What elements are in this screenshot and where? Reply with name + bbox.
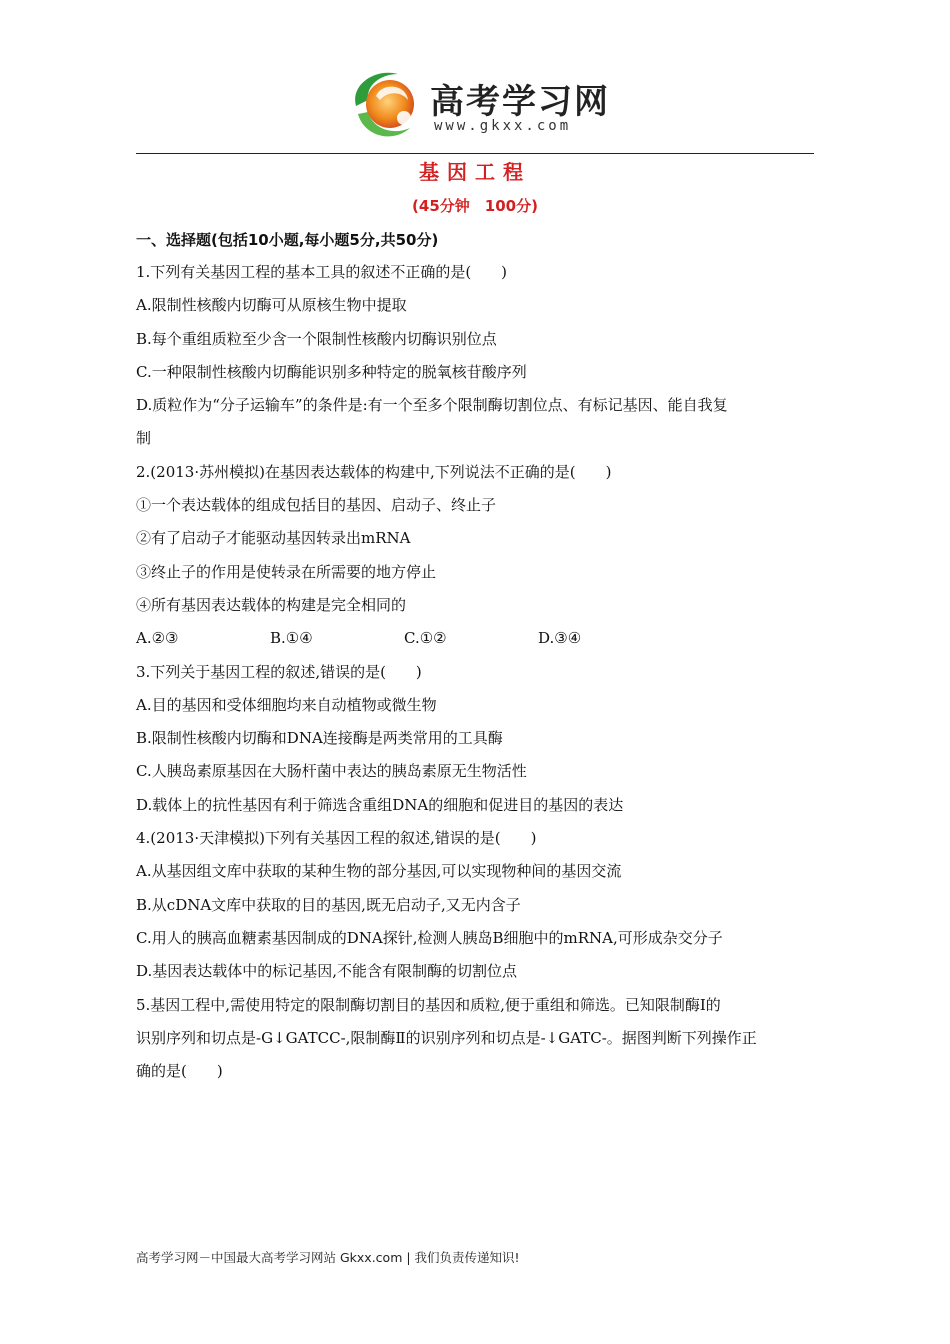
text-line: 确的是( ): [136, 1062, 223, 1081]
text-line: 2.(2013·苏州模拟)在基因表达载体的构建中,下列说法不正确的是( ): [136, 462, 612, 481]
section-heading: 一、选择题(包括10小题,每小题5分,共50分): [136, 231, 439, 249]
text-line: A.目的基因和受体细胞均来自动植物或微生物: [136, 695, 437, 714]
option-d: D.③④: [538, 629, 582, 648]
text-line: 4.(2013·天津模拟)下列有关基因工程的叙述,错误的是( ): [136, 829, 537, 848]
text-line: 1.下列有关基因工程的基本工具的叙述不正确的是( ): [136, 263, 508, 281]
text-line: 制: [136, 429, 152, 448]
logo-text: 高考学习网: [430, 82, 610, 122]
text-line: D.基因表达载体中的标记基因,不能含有限制酶的切割位点: [136, 962, 518, 981]
option-b: B.①④: [270, 629, 313, 648]
text-line: B.限制性核酸内切酶和DNA连接酶是两类常用的工具酶: [136, 729, 503, 748]
question-body: [136, 259, 818, 1091]
logo-url: www.gkxx.com: [434, 118, 572, 134]
gkxx-swirl-logo-icon: [346, 66, 430, 146]
document-subtitle: (45分钟 100分): [412, 197, 538, 215]
text-line: 5.基因工程中,需使用特定的限制酶切割目的基因和质粒,便于重组和筛选。已知限制酶Ⅰ的: [136, 995, 721, 1014]
header-divider: [136, 153, 814, 154]
text-line: B.每个重组质粒至少含一个限制性核酸内切酶识别位点: [136, 329, 497, 348]
text-line: ③终止子的作用是使转录在所需要的地方停止: [136, 562, 437, 581]
site-logo: [346, 66, 616, 146]
text-line: ④所有基因表达载体的构建是完全相同的: [136, 595, 407, 614]
text-line: D.载体上的抗性基因有利于筛选含重组DNA的细胞和促进目的基因的表达: [136, 795, 624, 814]
text-line: C.一种限制性核酸内切酶能识别多种特定的脱氧核苷酸序列: [136, 362, 527, 381]
document-title: 基因工程: [419, 160, 531, 184]
option-a: A.②③: [136, 629, 179, 648]
text-line: A.从基因组文库中获取的某种生物的部分基因,可以实现物种间的基因交流: [136, 862, 622, 881]
text-line: D.质粒作为“分子运输车”的条件是:有一个至多个限制酶切割位点、有标记基因、能自我复: [136, 396, 728, 415]
text-line: 3.下列关于基因工程的叙述,错误的是( ): [136, 662, 422, 681]
answer-options: [136, 625, 818, 658]
text-line: 识别序列和切点是-G↓GATCC-,限制酶Ⅱ的识别序列和切点是-↓GATC-。据图判断下列操作正: [136, 1028, 757, 1047]
text-line: C.用人的胰高血糖素基因制成的DNA探针,检测人胰岛B细胞中的mRNA,可形成杂交分子: [136, 928, 723, 947]
page-footer: 高考学习网－中国最大高考学习网站 Gkxx.com | 我们负责传递知识!: [136, 1250, 520, 1265]
text-line: B.从cDNA文库中获取的目的基因,既无启动子,又无内含子: [136, 895, 521, 914]
text-line: ①一个表达载体的组成包括目的基因、启动子、终止子: [136, 496, 497, 515]
text-line: ②有了启动子才能驱动基因转录出mRNA: [136, 529, 411, 548]
option-c: C.①②: [404, 629, 447, 648]
text-line: C.人胰岛素原基因在大肠杆菌中表达的胰岛素原无生物活性: [136, 762, 527, 781]
text-line: A.限制性核酸内切酶可从原核生物中提取: [136, 296, 407, 315]
